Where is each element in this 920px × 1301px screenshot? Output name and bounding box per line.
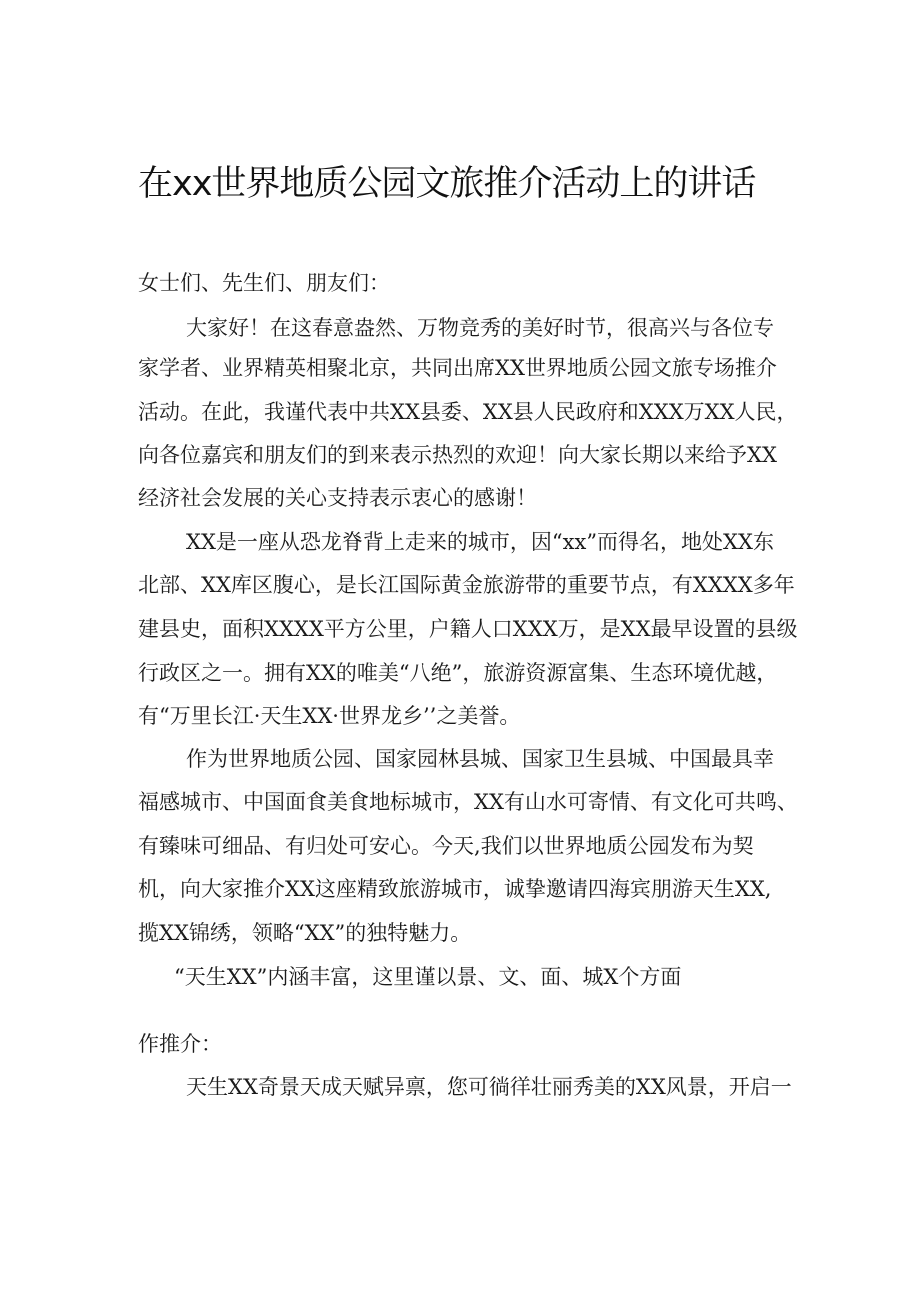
- salutation: 女士们、先生们、朋友们：: [138, 271, 390, 295]
- paragraph-line: 活动。在此，我谨代表中共XX县委、XX县人民政府和XXX万XX人民，: [138, 400, 798, 424]
- paragraph-line: “天生XX”内涵丰富，这里谨以景、文、面、城X个方面: [174, 965, 682, 989]
- document-title: 在xx世界地质公园文旅推介活动上的讲话: [138, 164, 756, 204]
- paragraph-line: 建县史，面积XXXX平方公里，户籍人口XXX万，是XX最早设置的县级: [138, 617, 798, 641]
- paragraph-line: XX是一座从恐龙脊背上走来的城市，因“xx”而得名，地处XX东: [186, 530, 774, 554]
- paragraph-line: 有“万里长江·天生XX·世界龙乡’’之美誉。: [138, 704, 521, 728]
- paragraph-line: 向各位嘉宾和朋友们的到来表示热烈的欢迎！向大家长期以来给予XX: [138, 443, 777, 467]
- paragraph-line: 家学者、业界精英相聚北京，共同出席XX世界地质公园文旅专场推介: [138, 356, 777, 380]
- paragraph-line: 经济社会发展的关心支持表示衷心的感谢！: [138, 486, 537, 510]
- paragraph-line: 揽XX锦绣，领略“XX”的独特魅力。: [138, 921, 472, 945]
- paragraph-line: 大家好！在这春意盎然、万物竞秀的美好时节，很高兴与各位专: [186, 316, 774, 340]
- paragraph-line: 北部、XX库区腹心，是长江国际黄金旅游带的重要节点，有XXXX多年: [138, 573, 795, 597]
- paragraph-line: 作推介：: [138, 1032, 222, 1056]
- paragraph-line: 机，向大家推介XX这座精致旅游城市，诚挚邀请四海宾朋游天生XX,: [138, 877, 772, 901]
- paragraph-line: 天生XX奇景天成天赋异禀，您可徜徉壮丽秀美的XX风景，开启一: [186, 1075, 792, 1099]
- paragraph-line: 有臻味可细品、有归处可安心。今天,我们以世界地质公园发布为契: [138, 834, 754, 858]
- paragraph-line: 行政区之一。拥有XX的唯美“八绝”，旅游资源富集、生态环境优越，: [138, 661, 778, 685]
- paragraph-line: 福感城市、中国面食美食地标城市，XX有山水可寄情、有文化可共鸣、: [138, 790, 798, 814]
- paragraph-line: 作为世界地质公园、国家园林县城、国家卫生县城、中国最具幸: [186, 747, 774, 771]
